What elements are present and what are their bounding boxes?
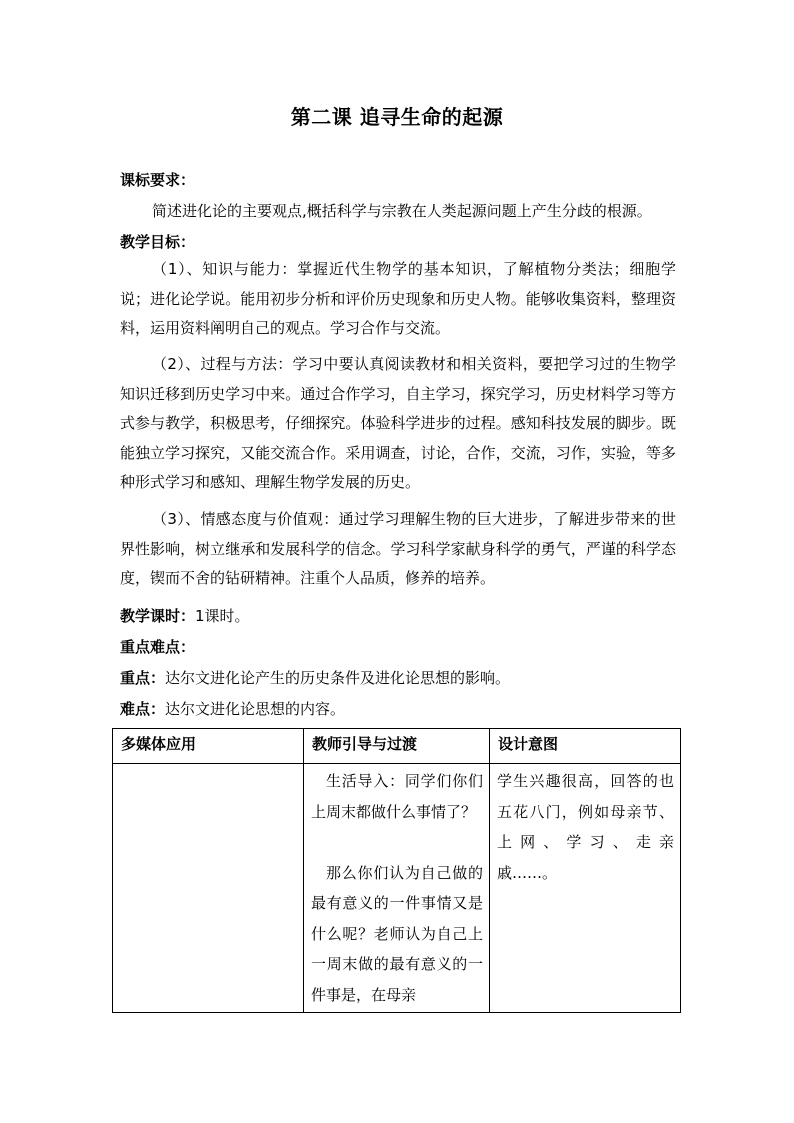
header-guidance: 教师引导与过渡 [304, 729, 490, 764]
objective-attitude: （3）、情感态度与价值观：通过学习理解生物的巨大进步，了解进步带来的世界性影响，树立继承和发展科学的信念。学习科学家献身科学的勇气，严谨的科学态度，锲而不舍的钻研精神。注重个人品质，修养的培养。 [120, 510, 676, 587]
objectives-heading: 教学目标： [120, 233, 196, 251]
keypoints-heading: 重点难点： [120, 638, 196, 656]
teaching-hours [120, 604, 250, 628]
cell-guidance [304, 764, 490, 1013]
page-title: 第二课 追寻生命的起源 [290, 105, 504, 129]
header-multimedia: 多媒体应用 [113, 729, 304, 764]
teaching-hours-value: 1课时。 [195, 607, 250, 625]
key-point-label: 重点： [120, 669, 166, 687]
difficult-point [120, 697, 345, 721]
difficult-point-text: 达尔文进化论思想的内容。 [165, 700, 346, 718]
guidance-question: 那么你们认为自己做的最有意义的一件事情又是什么呢？老师认为自己上一周末做的最有意义的一件事是，在母亲 [311, 863, 483, 1004]
cell-multimedia [113, 764, 304, 1013]
teaching-hours-label: 教学课时： [120, 607, 196, 625]
cell-intent [490, 764, 681, 1013]
guidance-intro: 生活导入：同学们你们上周末都做什么事情了？ [311, 772, 483, 821]
cell-multimedia-text [113, 764, 303, 766]
key-point [120, 666, 510, 690]
curriculum-text: 简述进化论的主要观点,概括科学与宗教在人类起源问题上产生分歧的根源。 [152, 202, 652, 220]
lesson-plan-table [112, 728, 681, 1013]
objective-process: （2）、过程与方法：学习中要认真阅读教材和相关资料，要把学习过的生物学知识迁移到历史学习中来。通过合作学习，自主学习，探究学习，历史材料学习等方式参与教学，积极思考，仔细探究。体验科学进步的过程。感知科技发展的脚步。既能独立学习探究，又能交流合作。采用调查，讨论，合作，交流，习作，实验，等多种形式学习和感知、理解生物学发展的历史。 [120, 355, 676, 491]
objective-knowledge: （1）、知识与能力：掌握近代生物学的基本知识，了解植物分类法；细胞学说；进化论学说。能用初步分析和评价历史现象和历史人物。能够收集资料，整理资料，运用资料阐明自己的观点。学习合作与交流。 [120, 260, 676, 337]
curriculum-heading: 课标要求： [120, 171, 196, 189]
intent-text: 学生兴趣很高，回答的也五花八门，例如母亲节、上网、学习、走亲戚……。 [497, 772, 674, 882]
key-point-text: 达尔文进化论产生的历史条件及进化论思想的影响。 [165, 669, 511, 687]
header-intent: 设计意图 [490, 729, 681, 764]
table-header-row [113, 729, 681, 764]
table-row [113, 764, 681, 1013]
difficult-point-label: 难点： [120, 700, 166, 718]
